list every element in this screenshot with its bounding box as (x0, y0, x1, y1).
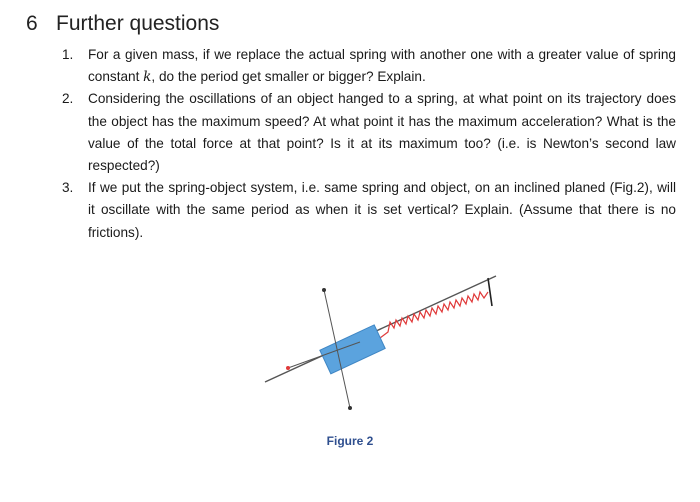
question-text-part: For a given mass, if we replace the actual spring with another one with a greater value of spring constant (88, 47, 676, 85)
question-text: Considering the oscillations of an object hanged to a spring, at what point on its trajectory does the object has the maximum speed? At what point it has the maximum acceleration? What is the value of the total force at that point? Is it at its maximum too? (i.e. is Newton’s second law respected?) (88, 91, 676, 174)
wall-line (488, 278, 492, 306)
plane-direction-dot (286, 366, 290, 370)
question-number: 1. (62, 47, 74, 62)
question-list (62, 44, 676, 244)
inclined-plane-line (265, 276, 496, 382)
question-text-part: , do the period get smaller or bigger? Explain. (151, 69, 426, 85)
vertical-line-top-dot (322, 288, 326, 292)
section-title: Further questions (56, 12, 220, 35)
figure-caption: Figure 2 (326, 434, 374, 448)
block (320, 325, 385, 374)
section-heading (26, 12, 219, 36)
inclined-plane-figure (260, 270, 520, 430)
question-item (62, 44, 676, 88)
question-number: 3. (62, 180, 74, 196)
question-item (62, 88, 676, 177)
vertical-line-bottom-dot (348, 406, 352, 410)
question-item (62, 177, 676, 244)
spring-constant-symbol: k (143, 69, 152, 86)
spring-coil (380, 292, 488, 338)
question-number: 2. (62, 91, 74, 107)
question-text: If we put the spring-object system, i.e. same spring and object, on an inclined planed (Fig.2), will it oscillate with the same period as when it is set vertical? Explain. (Assume that there is no frictions). (88, 180, 676, 240)
inclined-plane-diagram (260, 270, 520, 430)
block-group (320, 325, 385, 374)
section-number: 6 (26, 12, 38, 35)
